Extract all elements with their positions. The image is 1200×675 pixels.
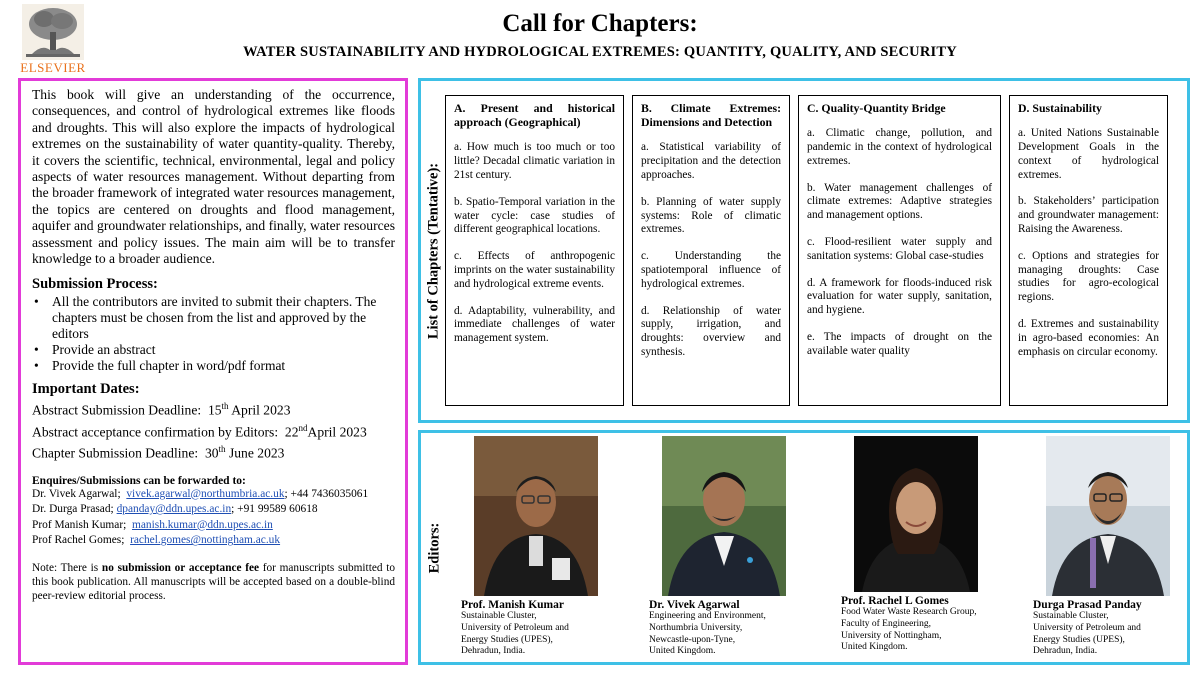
- contact-rachel: Prof Rachel Gomes; rachel.gomes@nottingham.ac.uk: [32, 534, 281, 547]
- chapter-group-b: [632, 95, 790, 406]
- editor-photo: [662, 436, 786, 596]
- fee-note: Note: There is no submission or acceptance fee for manuscripts submitted to this book publication. All manuscripts will be accepted based on a double-blind peer-review editorial process.: [32, 561, 396, 602]
- email-link[interactable]: dpanday@ddn.upes.ac.in: [116, 503, 232, 516]
- chapter-group-d: [1009, 95, 1168, 406]
- editors-panel: [418, 430, 1190, 665]
- chapter-item: d. Extremes and sustainability in agro-based economies: An emphasis on circular economy.: [1018, 317, 1159, 358]
- chapter-group-c: [798, 95, 1001, 406]
- submission-heading: Submission Process:: [32, 276, 158, 293]
- list-item: • Provide the full chapter in word/pdf format: [32, 358, 395, 374]
- email-link[interactable]: rachel.gomes@nottingham.ac.uk: [130, 534, 281, 547]
- contact-vivek: Dr. Vivek Agarwal; vivek.agarwal@northumbria.ac.uk; +44 7436035061: [32, 487, 369, 500]
- chapters-label: List of Chapters (Tentative):: [425, 162, 442, 340]
- chapter-group-a: [445, 95, 624, 406]
- dates-heading: Important Dates:: [32, 381, 140, 398]
- info-panel: [18, 78, 408, 665]
- chapter-item: b. Spatio-Temporal variation in the water cycle: case studies of different geographical locations.: [454, 195, 615, 236]
- editor-manish-kumar: [461, 436, 611, 658]
- page-title: Call for Chapters:: [502, 10, 698, 37]
- contact-manish: Prof Manish Kumar; manish.kumar@ddn.upes.ac.in: [32, 518, 273, 531]
- editor-rachel-gomes: [841, 436, 991, 654]
- chapter-item: a. Climatic change, pollution, and pandemic in the context of hydrological extremes.: [807, 127, 992, 167]
- chapter-item: a. United Nations Sustainable Development Goals in the context of hydrological extremes.: [1018, 127, 1159, 181]
- chapter-title: D. Sustainability: [1018, 101, 1102, 115]
- chapter-item: b. Stakeholders’ participation and groundwater management: Raising the Awareness.: [1018, 195, 1159, 235]
- editor-photo: [1046, 436, 1170, 596]
- editor-affiliation: Sustainable Cluster, University of Petroleum and Energy Studies (UPES), Dehradun, India.: [461, 611, 569, 657]
- editor-name: Durga Prasad Panday: [1033, 599, 1142, 611]
- editor-photo: [854, 436, 978, 592]
- editor-affiliation: Engineering and Environment, Northumbria University, Newcastle-upon-Tyne, United Kingdom.: [649, 611, 766, 657]
- editor-affiliation: Food Water Waste Research Group, Faculty of Engineering, University of Nottingham, United Kingdom.: [841, 607, 977, 653]
- editor-photo: [474, 436, 598, 596]
- chapter-item: c. Options and strategies for managing droughts: Case studies for agro-ecological regions.: [1018, 249, 1159, 304]
- chapter-item: a. Statistical variability of precipitation and the detection approaches.: [641, 141, 781, 181]
- chapter-item: c. Understanding the spatiotemporal influence of hydrological extremes.: [641, 250, 781, 290]
- enquiries-heading: Enquires/Submissions can be forwarded to:: [32, 474, 246, 487]
- chapter-deadline: Chapter Submission Deadline: 30th June 2023: [32, 443, 285, 461]
- chapter-item: a. How much is too much or too little? Decadal climatic variation in 21st century.: [454, 141, 615, 181]
- editor-durga-prasad-panday: [1033, 436, 1183, 658]
- chapter-item: c. Effects of anthropogenic imprints on the water sustainability and hydrological extreme events.: [454, 250, 615, 290]
- editors-label: Editors:: [426, 522, 443, 574]
- intro-text: This book will give an understanding of the occurrence, consequences, and control of hydrological extremes like floods and droughts. This will also explore the impacts of hydrological extremes on the sustainability of water quantity-quality. Thereby, it covers the scientific, technical, environmental, legal and policy aspects of water resources management. Without departing from the broader framework of integrated water resources management, the topics are centered on droughts and flood management, aquifer and groundwater relationships, and finally, water resources assessment and policy issues. The main aim will be to transfer knowledge to a broader audience.: [32, 87, 395, 267]
- list-item: • Provide an abstract: [32, 342, 395, 358]
- editor-name: Prof. Manish Kumar: [461, 599, 564, 611]
- chapter-title: C. Quality-Quantity Bridge: [807, 101, 946, 115]
- chapters-panel: [418, 78, 1190, 423]
- chapter-item: e. The impacts of drought on the available water quality: [807, 330, 992, 357]
- email-link[interactable]: manish.kumar@ddn.upes.ac.in: [131, 518, 273, 531]
- editor-name: Prof. Rachel L Gomes: [841, 595, 949, 607]
- chapter-item: c. Flood-resilient water supply and sanitation systems: Global case-studies: [807, 235, 992, 262]
- abstract-deadline: Abstract Submission Deadline: 15th April 2023: [32, 401, 291, 418]
- chapter-item: d. Relationship of water supply, irrigation, and droughts: overview and synthesis.: [641, 304, 781, 358]
- chapter-item: b. Planning of water supply systems: Role of climatic extremes.: [641, 195, 781, 236]
- editor-name: Dr. Vivek Agarwal: [649, 599, 740, 611]
- chapter-title: A. Present and historical approach (Geographical): [454, 101, 615, 130]
- list-item: • All the contributors are invited to submit their chapters. The chapters must be chosen from the list and approved by the editors: [32, 294, 395, 342]
- page-subtitle: WATER SUSTAINABILITY AND HYDROLOGICAL EXTREMES: QUANTITY, QUALITY, AND SECURITY: [243, 44, 957, 60]
- editor-vivek-agarwal: [649, 436, 799, 658]
- acceptance-deadline: Abstract acceptance confirmation by Editors: 22ndApril 2023: [32, 422, 367, 440]
- chapter-title: B. Climate Extremes: Dimensions and Detection: [641, 101, 781, 130]
- editor-affiliation: Sustainable Cluster, University of Petroleum and Energy Studies (UPES), Dehradun, India.: [1033, 611, 1141, 657]
- chapter-item: b. Water management challenges of climate extremes: Adaptive strategies and management options.: [807, 181, 992, 222]
- chapter-item: d. A framework for floods-induced risk evaluation for water supply, sanitation, and hygiene.: [807, 276, 992, 317]
- email-link[interactable]: vivek.agarwal@northumbria.ac.uk: [126, 487, 285, 500]
- contact-durga: Dr. Durga Prasad; dpanday@ddn.upes.ac.in; +91 99589 60618: [32, 503, 318, 516]
- submission-list: [32, 294, 395, 374]
- logo-wordmark: ELSEVIER: [20, 60, 86, 75]
- chapter-item: d. Adaptability, vulnerability, and immediate challenges of water management system.: [454, 304, 615, 345]
